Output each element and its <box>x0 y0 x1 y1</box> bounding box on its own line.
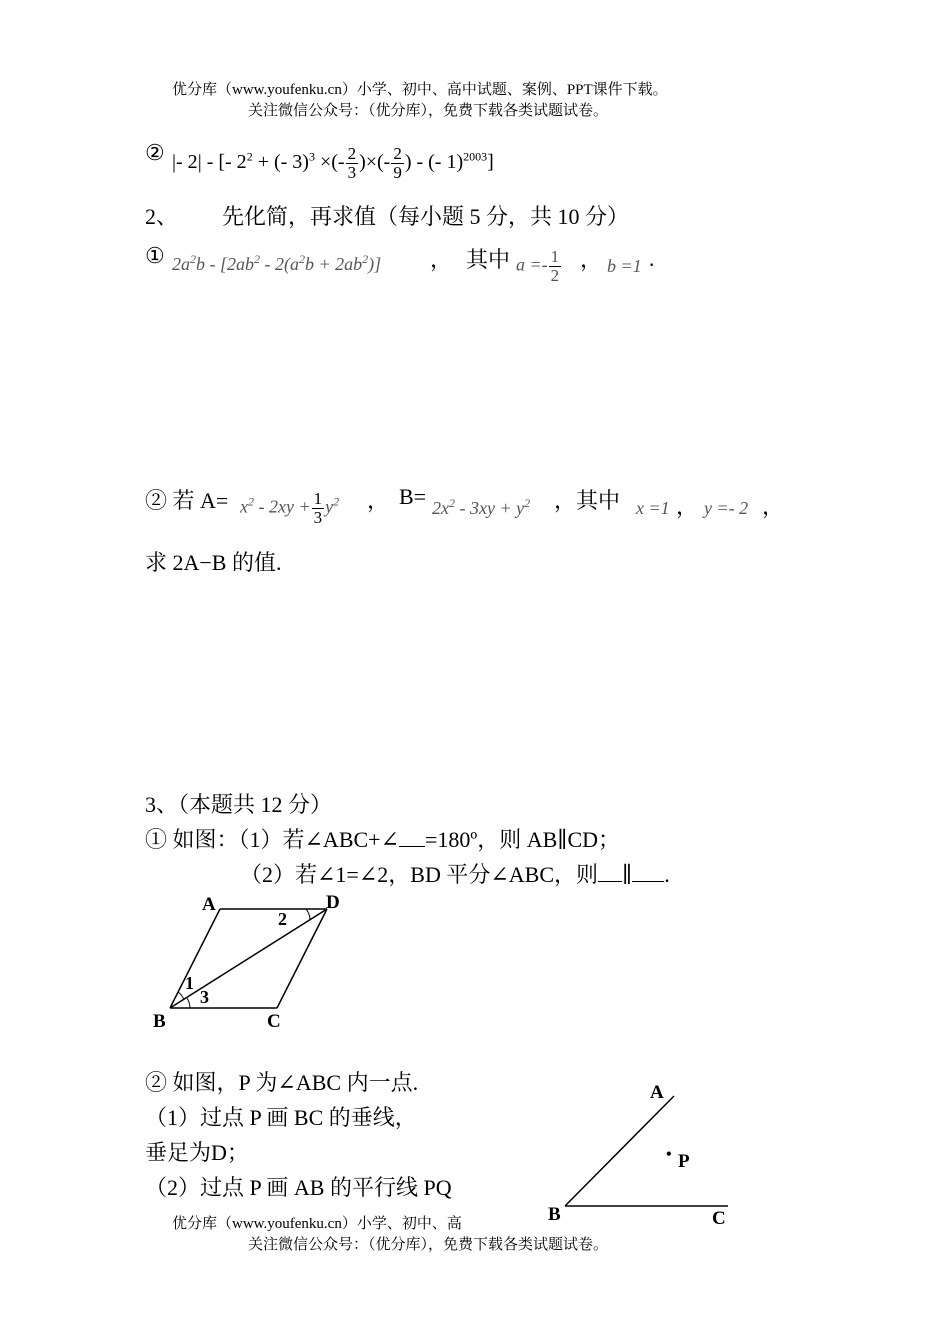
q2-2-marker: ② 若 A= <box>145 488 229 513</box>
angle-1-arc <box>178 992 184 1000</box>
answer-blank-2[interactable] <box>598 881 622 882</box>
q2-1-b-value: b =1 <box>607 256 642 276</box>
label-C: C <box>712 1208 726 1229</box>
frac-den: 3 <box>313 508 323 527</box>
label-P: P <box>678 1151 690 1172</box>
expr-exp: 2 <box>254 252 260 266</box>
answer-blank-1[interactable] <box>399 846 425 847</box>
q1-2-marker: ② <box>145 140 165 165</box>
label-angle-1: 1 <box>185 973 194 993</box>
frac-num: 1 <box>313 489 323 508</box>
fraction-1-3 <box>312 490 325 527</box>
label-angle-2: 2 <box>278 909 287 929</box>
segment-BD <box>170 909 327 1008</box>
expr-seg: b - [2ab <box>196 254 254 274</box>
expr-exp-2: 3 <box>308 149 315 164</box>
expr-part-4: )×(- <box>359 151 391 174</box>
fraction-2-3 <box>346 145 359 182</box>
header-line-2: 关注微信公众号：（优分库），免费下载各类试题试卷。 <box>248 103 609 119</box>
q2-1-comma: ， <box>430 247 453 272</box>
angle-3-arc <box>187 998 190 1008</box>
q2-2-comma-3: ， <box>676 494 699 519</box>
fraction-1-2 <box>549 248 562 285</box>
figure-angle-abc <box>540 1072 740 1232</box>
expr-seg: - 2(a <box>260 254 299 274</box>
q2-1-a-value <box>516 248 562 285</box>
label-B: B <box>548 1204 561 1225</box>
q3-title: 3、（本题共 12 分） <box>145 792 333 817</box>
abs-close: | <box>197 151 202 174</box>
q3-1-text-c: （2）若∠1=∠2，BD 平分∠ABC，则 <box>240 862 599 887</box>
q3-2-line-1: ② 如图，P 为∠ABC 内一点. <box>145 1070 419 1095</box>
point-P-dot: • <box>666 1146 672 1163</box>
expr-part-2: + (- 3) <box>252 151 309 174</box>
fraction-2-9 <box>391 145 404 182</box>
q3-2-line-2: （1）过点 P 画 BC 的垂线， <box>145 1105 417 1130</box>
expr-seg: - 2xy + <box>254 496 311 517</box>
q2-1-marker: ① <box>145 243 165 268</box>
expr-part-1: - [- 2 <box>201 151 247 174</box>
header-line-1: 优分库（www.youfenku.cn）小学、初中、高中试题、案例、PPT课件下载。 <box>172 82 668 98</box>
expr-seg: x <box>240 496 248 517</box>
footer-line-1: 优分库（www.youfenku.cn）小学、初中、高 <box>172 1216 462 1232</box>
answer-blank-3[interactable] <box>632 881 664 882</box>
angle-2-arc <box>306 909 310 920</box>
label-B: B <box>153 1011 166 1032</box>
q2-2-B-expression <box>432 496 530 519</box>
q1-2-expression <box>172 145 494 182</box>
frac-den: 9 <box>393 163 402 182</box>
expr-seg: - 3xy + y <box>455 498 525 518</box>
q2-2-x-value: x =1 <box>636 498 670 518</box>
expr-exp: 2 <box>299 252 305 266</box>
q2-1-comma-2: ， <box>580 247 603 272</box>
expr-part-5: ) - (- 1) <box>404 151 464 174</box>
expr-part-6: ] <box>487 151 494 174</box>
expr-seg: b + 2ab <box>305 254 363 274</box>
segment-AB <box>170 909 220 1008</box>
abs-inner: - 2 <box>176 151 198 174</box>
frac-num: 1 <box>550 247 560 266</box>
expr-seg: )] <box>368 254 382 274</box>
q2-2-B-label: B= <box>399 484 427 509</box>
a-lhs: a =- <box>516 254 548 275</box>
label-C: C <box>267 1011 281 1032</box>
frac-den: 2 <box>550 266 560 285</box>
q3-1-text-a: ① 如图：（1）若∠ABC+∠ <box>145 827 400 852</box>
label-D: D <box>326 892 340 913</box>
expr-exp-1: 2 <box>246 149 253 164</box>
frac-num: 2 <box>393 144 402 163</box>
footer-line-2: 关注微信公众号：（优分库），免费下载各类试题试卷。 <box>248 1237 609 1253</box>
expr-exp: 2 <box>362 252 369 266</box>
q2-2-A-expression <box>240 490 339 527</box>
expr-seg: 2x <box>432 498 449 518</box>
label-A: A <box>650 1082 664 1103</box>
expr-seg: 2a <box>172 254 190 274</box>
q3-1-line-1 <box>145 823 620 854</box>
frac-num: 2 <box>347 144 357 163</box>
q2-description: 先化简，再求值（每小题 5 分，共 10 分） <box>222 204 630 229</box>
expr-seg: y <box>325 496 334 517</box>
q2-1-expression <box>172 252 381 275</box>
label-angle-3: 3 <box>200 987 209 1007</box>
q2-1-end-dot: · <box>648 252 656 277</box>
expr-part-3: ×(- <box>314 151 345 174</box>
q2-1-where: 其中 <box>466 247 511 272</box>
parallel-symbol: ∥ <box>622 862 633 887</box>
q3-1-line-2 <box>240 858 670 889</box>
label-A: A <box>202 894 216 915</box>
frac-den: 3 <box>347 163 357 182</box>
expr-exp: 2 <box>333 494 340 509</box>
q2-2-ask: 求 2A−B 的值. <box>145 550 282 575</box>
q3-2-line-4: （2）过点 P 画 AB 的平行线 PQ <box>145 1175 452 1200</box>
q3-1-text-e: . <box>664 862 670 887</box>
ray-BA <box>565 1096 674 1206</box>
q2-title: 2、 <box>145 204 179 229</box>
abs-open: | <box>172 151 177 174</box>
expr-exp: 2 <box>190 252 196 266</box>
expr-exp: 2 <box>248 494 254 509</box>
q2-2-comma-4: ， <box>762 494 785 519</box>
q2-2-y-value: y =- 2 <box>704 498 749 518</box>
q2-2-comma: ， <box>367 488 390 513</box>
q2-2-where: ，其中 <box>554 488 621 513</box>
expr-exp: 2 <box>524 496 531 510</box>
q3-1-text-b: =180º，则 AB∥CD； <box>425 827 621 852</box>
q3-2-line-3: 垂足为D； <box>145 1140 249 1165</box>
expr-exp: 2 <box>449 496 455 510</box>
expr-exp-3: 2003 <box>463 149 488 164</box>
figure-parallelogram <box>140 888 360 1038</box>
